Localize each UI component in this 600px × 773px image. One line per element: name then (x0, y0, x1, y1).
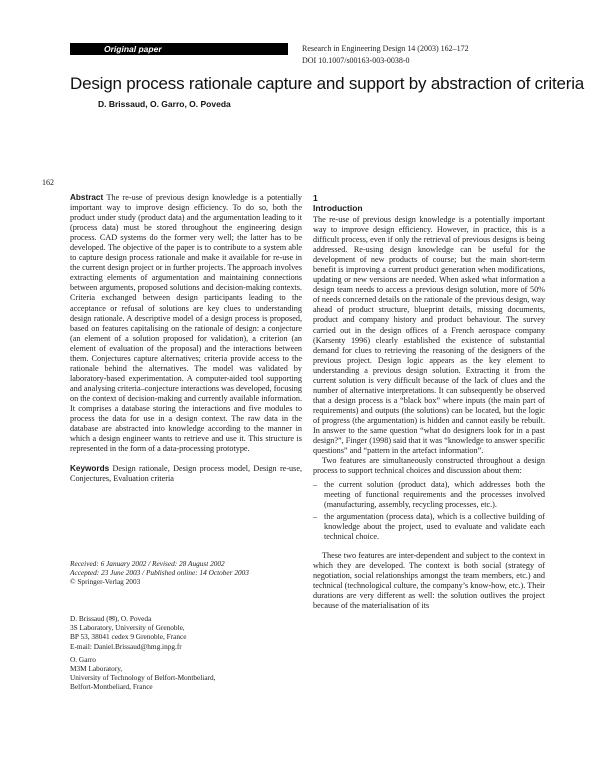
intro-paragraph-1: The re-use of previous design knowledge is a potentially important way to improve design efficiency. However, in practice, this is a difficult process, even if only the retrieval of previous designs is being addressed. Re-using design knowledge can be useful for the development of new products of course; but the main short-term benefit is improving a current product generation when modifications, updating or new versions are needed. When asked what information a design team needs to access a previous design solution, more of 50% of needs concerned details on the rationale of the previous design, way ahead of product structure, blueprint details, missing documents, product and company history and product behaviour. The survey carried out in the design offices of a French aerospace company (Karsenty 1996) clearly established the existence of substantial demand for clues to retrieving the reasoning of the designers of the previous project. Design logic appears as the key element to understanding a previous design solution. Extracting it from the current solution is very difficult because of the lack of clues and the number of alternative interpretations. It can subsequently be observed that a design process is a “black box” where inputs (the main part of requirements) and outputs (the solutions) can be located, but the logic of progress (the argumentation) is hidden and cannot easily be rebuilt. In answer to the same question “what do designers look for in a past design?”, Finger (1998) said that it was “knowledge to answer specific questions” and “pattern in the artefact information”. (313, 215, 545, 456)
section-title: Introduction (313, 203, 363, 213)
address2-line2: University of Technology of Belfort-Montbeliard, (70, 673, 216, 683)
copyright: © Springer-Verlag 2003 (70, 577, 141, 587)
author-addresses (70, 614, 302, 696)
address2-name: O. Garro (70, 654, 96, 664)
journal-citation: Research in Engineering Design 14 (2003) 162–172 (302, 44, 469, 53)
section-number: 1 (313, 193, 318, 203)
journal-info (302, 43, 469, 67)
list-item: – the argumentation (process data), which is a collective building of knowledge about the project, used to evaluate and validate each technical choice. (313, 512, 545, 542)
abstract-text: The re-use of previous design knowledge is a potentially important way to improve design efficiency. To do so, both the product under study (product data) and the argumentation leading to it (process data) must be stored throughout the engineering design process. CAD systems do the former very well; the latter has to be developed. The objective of the paper is to contribute to a system able to capture design process rationale and make it available for re-use in the current design project or in further projects. The approach involves extracting elements of argumentation and maintaining connections between arguments, proposed solutions and decision-making contexts. Criteria exchanged between design participants leading to the acceptance or refusal of solutions are key clues to understanding design rationale. A descriptive model of a design process is proposed, based on features capitalising on the rationale of design: a conjecture (an element of a solution proposed for validation), a criterion (an element of evaluation of the proposal) and the interactions between them. Conjectures capture alternatives; criteria provide access to the rationale behind the alternatives. The model was validated by laboratory-based experimentation. A computer-aided tool supporting and analysing criteria–conjecture interactions was developed, focusing on the context of decision-making and currently available information. It comprises a database storing the interactions and five modules to process the data for use in a design context. The raw data in the database are abstracted into knowledge according to the manner in which a design engineer wants to retrieve and use it. This structure is represented in the form of a data-processing prototype. (70, 193, 302, 454)
keywords-text: Design rationale, Design process model, Design re-use, Conjectures, Evaluation criteria (70, 464, 303, 484)
address-block-1 (70, 614, 302, 651)
article-type-label: Original paper (104, 44, 162, 54)
intro-paragraph-3: These two features are inter-dependent and subject to the context in which they are developed. The context is both social (strategy of negotiation, social relationships amongst the team members, etc.) and technical (technological culture, the company’s know-how, etc.). Their durations are very different as well: the solution outlives the project because of the materialisation of its (313, 550, 545, 610)
bullet-2-text: the argumentation (process data), which is a collective building of knowledge about the project, used to evaluate and validate each technical choice. (324, 512, 545, 542)
intro-paragraph-2: Two features are simultaneously constructed throughout a design process to support technical choices and discussion about them: (313, 456, 545, 476)
address-block-2 (70, 655, 302, 692)
address1-line2: BP 53, 38041 cedex 9 Grenoble, France (70, 632, 187, 642)
paper-title: Design process rationale capture and support by abstraction of criteria (70, 74, 585, 93)
journal-doi: DOI 10.1007/s00163-003-0038-0 (302, 56, 410, 65)
abstract-label: Abstract (70, 193, 104, 202)
left-column (70, 193, 302, 484)
received-date: Received: 6 January 2002 / Revised: 28 August 2002 (70, 559, 225, 568)
address2-line1: M3M Laboratory, (70, 664, 123, 674)
address1-email: E-mail: Daniel.Brissaud@hmg.inpg.fr (70, 641, 182, 651)
keywords-label: Keywords (70, 464, 110, 474)
keywords (70, 464, 302, 484)
address1-line1: 3S Laboratory, University of Grenoble, (70, 623, 185, 633)
abstract (70, 193, 302, 454)
feature-list (313, 480, 545, 542)
address2-line3: Belfort-Montbeliard, France (70, 682, 153, 692)
right-column (313, 193, 545, 611)
page-number: 162 (42, 178, 54, 187)
address1-name: D. Brissaud (✉), O. Poveda (70, 614, 152, 623)
accepted-date: Accepted: 23 June 2003 / Published online: 14 October 2003 (70, 568, 249, 578)
article-type-banner (70, 43, 288, 55)
bullet-1-text: the current solution (product data), which addresses both the meeting of functional requirements and the processes involved (manufacturing, assembly, recycling processes, etc.). (324, 480, 545, 510)
publication-dates (70, 559, 302, 587)
list-item: – the current solution (product data), which addresses both the meeting of functional requirements and the processes involved (manufacturing, assembly, recycling processes, etc.). (313, 480, 545, 510)
paper-authors: D. Brissaud, O. Garro, O. Poveda (98, 99, 231, 109)
